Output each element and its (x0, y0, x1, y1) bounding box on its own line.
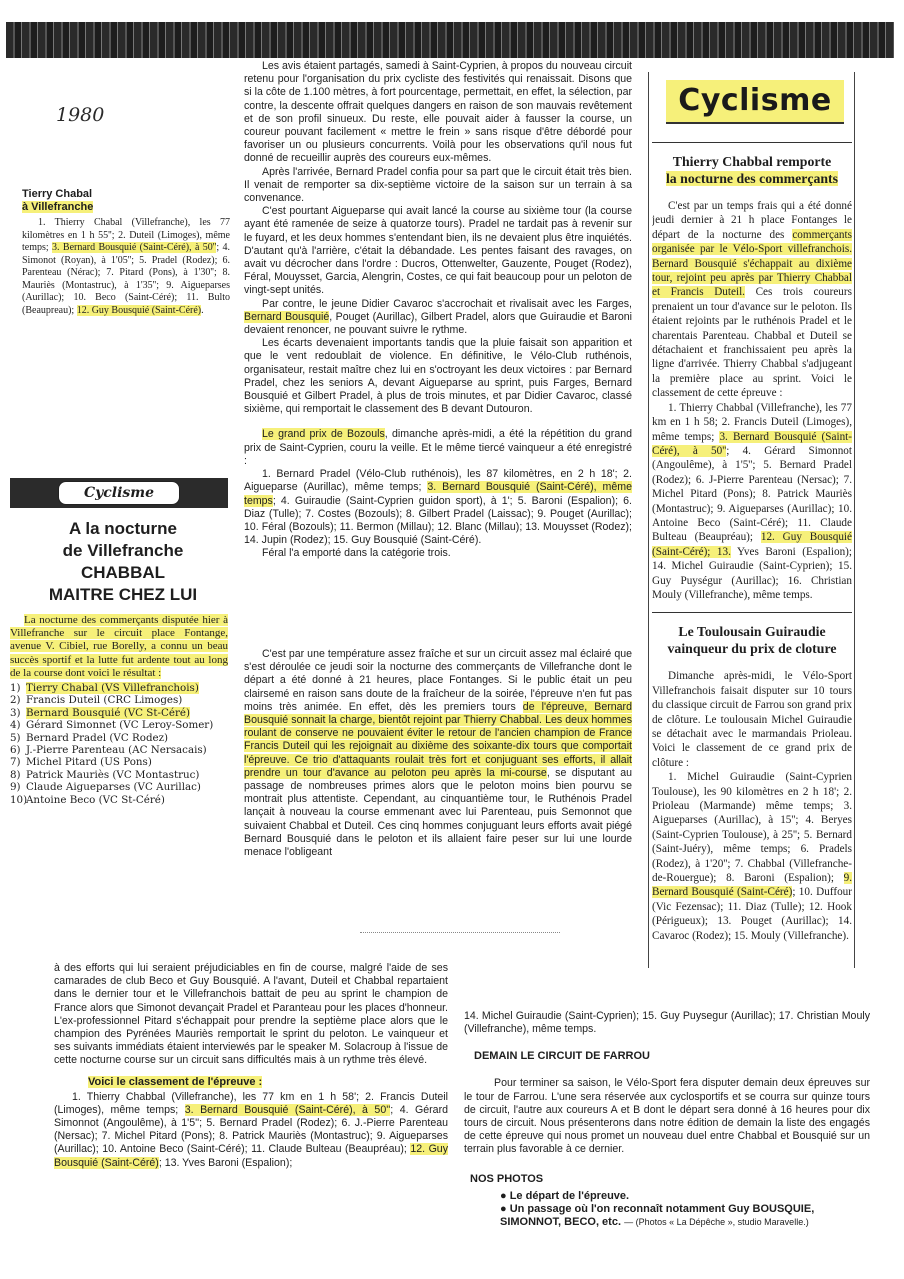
photo-credit: — (Photos « La Dépêche », studio Maravelle.) (624, 1216, 809, 1227)
paragraph: Pour terminer sa saison, le Vélo-Sport fera disputer demain deux épreuves sur le tour de Farrou. L'une sera réservée aux cyclosportifs et se courra sur quinze tours de circuit, l'autre aux coureurs A et B dont le départ sera donné à 16 heures pour dix tours de circuit. Nous présenterons dans notre édition de demain la liste des engagés de cette épreuve qui nous promet un nouveau duel entre Chabbal et Bousquié sur un terrain plus favorable à ce dernier. (464, 1077, 870, 1156)
photo-caption-1: ● Le départ de l'épreuve. (500, 1189, 630, 1202)
title-line-2: de Villefranche (62, 541, 184, 560)
photo-caption-2: ● Un passage où l'on reconnaît notamment Guy BOUSQUIE, SIMONNOT, BECO, etc. — (Photos « La Dépêche », studio Maravelle.) (500, 1202, 815, 1228)
divider (652, 612, 852, 613)
list-item: 4) Gérard Simonnet (VC Leroy-Somer) (10, 719, 214, 732)
class-title: Voici le classement de l'épreuve : (88, 1075, 263, 1088)
list-item: 5) Bernard Pradel (VC Rodez) (10, 731, 169, 744)
right-col-border-left (648, 72, 649, 968)
right-column (652, 74, 852, 966)
handwritten-year: 1980 (56, 104, 105, 126)
results-list (10, 682, 228, 806)
paragraph: Après l'arrivée, Bernard Pradel confia pour sa part que le circuit était très bien. Il venait de remporter sa dix-septième victoire de la saison sur un terrain à sa convenance. (244, 165, 632, 205)
bottom-left-article (54, 962, 448, 1262)
separator (360, 932, 560, 945)
right-headline-2: Le Toulousain Guiraudie vainqueur du prix de cloture (667, 624, 837, 657)
paragraph: 1. Michel Guiraudie (Saint-Cyprien Toulouse), les 90 kilomètres en 2 h 18'; 2. Prioleau (Marmande) même temps; 3. Aigueparses (Aurillac), à 15''; 4. Beryes (Saint-Cyprien Toulouse), à 25''; 5. Bernard (Saint-Juéry), même temps; 6. Pradels (Rodez), à 1'20''; 7. Chabbal (Villefranche-de-Rouergue); 8. Baroni (Espalion); 9. Bernard Bousquié (Saint-Céré); 10. Duffour (Vic Fezensac); 11. Diaz (Tulle); 12. Hook (Périgueux); 13. Pouget (Aurillac); 14. Cavaroc (Rodez); 15. Mouly (Villefranche). (652, 771, 852, 942)
paragraph: 1. Thierry Chabbal (Villefranche), les 77 km en 1 h 58; 2. Francis Duteil (Limoges), même temps; 3. Bernard Bousquié (Saint-Céré), à 50''; 4. Gérard Simonnot (Angoulême), à 1'5''; 5. Bernard Pradel (Rodez); 6. J-Pierre Parenteau (Nersac); 7. Michel Pitard (Pons); 8. Patrick Mauriès (Montastruc); 9. Aigueparses (Aurillac); 10. Antoine Beco (Saint-Céré); 11. Claude Bulteau (Beaupréau); 12. Guy Bousquié (Saint-Céré); 13. Yves Baroni (Espalion); 14. Michel Guiraudie (Saint-Cyprien); 15. Guy Puységur (Aurillac); 16. Christian Mouly (Villefranche), même temps. (652, 401, 852, 601)
paragraph: Dimanche après-midi, le Vélo-Sport Villefranchois faisait disputer sur 10 tours du classique circuit de Farrou son grand prix de clôture. Le toulousain Michel Guiraudie se détachait avec le marmandais Prioleau. Voici le classement de ce grand prix de clôture : (652, 670, 852, 769)
paragraph: C'est par un temps frais qui a été donné jeudi dernier à 21 h place Fontanges le départ de la nocturne des commerçants organisée par le Vélo-Sport villefranchois. Bernard Bousquié s'échappait au dixième tour, rejoint peu après par Thierry Chabbal et Francis Duteil. Ces trois coureurs prenaient un tour d'avance sur le peloton. Ils étaient rejoints par le ruthénois Pradel et le charentais Parenteau. Chabbal et Duteil se détachaient et franchissaient peu après la ligne d'arrivée. Thierry Chabbal s'adjugeant la première place au sprint. Voici le classement de cette épreuve : (652, 200, 852, 400)
list-item: 6) J.-Pierre Parenteau (AC Nersacais) (10, 744, 207, 757)
paragraph: 1. Thierry Chabbal (Villefranche), les 77 km en 1 h 58'; 2. Francis Duteil (Limoges), même temps; 3. Bernard Bousquié (Saint-Céré), à 50''; 4. Gérard Simonnot (Angoulême), à 1'5''; 5. Bernard Pradel (Rodez); 6. J.-Pierre Parenteau (Nersac); 7. Michel Pitard (Pons); 8. Patrick Mauriès (Montastruc); 9. Aigueparses (Aurillac); 10. Antoine Beco (Saint-Céré); 11. Claude Bulteau (Beaupréau); 12. Guy Bousquié (Saint-Céré); 13. Yves Baroni (Espalion); (54, 1090, 448, 1169)
right-headline-1: Thierry Chabbal remporte la nocturne des commerçants (665, 154, 839, 186)
center-top-article (244, 60, 632, 640)
list-item: 3) Bernard Bousquié (VC St-Céré) (10, 706, 190, 719)
header-texture (6, 22, 894, 58)
paragraph: C'est pourtant Aigueparse qui avait lancé la course au sixième tour (la course ayant été ramenée de seize à quatorze tours). Pradel ne tardait pas à revenir sur le fuyard, et les deux hommes s'entendant bien, ils ne devaient plus être inquiétés. D'autant qu'à l'arrière, c'était la débandade. Les pentes faisant des ravages, on avait vu décrocher dans l'ordre : Ducros, Ottenwelter, Gauzente, Pouget (Rodez), Féral, Mouysset, Garcia, Alengrin, Costes, ce qui fait beaucoup pour un peloton de vingt-sept unités. (244, 205, 632, 297)
title-line-4: MAITRE CHEZ LUI (48, 585, 198, 604)
cyclisme-badge: Cyclisme (58, 481, 180, 505)
paragraph: Le grand prix de Bozouls, dimanche après-midi, a été la répétition du grand prix de Saint-Cyprien, couru la veille. Et le même tiercé vainqueur a été enregistré : (244, 428, 632, 467)
paragraph: Féral l'a emporté dans la catégorie trois. (262, 547, 451, 560)
list-item: 10) Antoine Beco (VC St-Céré) (10, 793, 165, 806)
bullet-icon: ● (500, 1202, 510, 1215)
brief-results: 1. Thierry Chabal (Villefranche), les 77 kilomètres en 1 h 55''; 2. Duteil (Limoges), même temps; 3. Bernard Bousquié (Saint-Céré), à 50''; 4. Simonot (Royan), à 1'05''; 5. Pradel (Rodez); 6. Parenteau (Nérac); 7. Pitard (Pons), à 1'30''; 8. Mauriès (Montastruc), à 1'35''; 9. Aigueparses (Aurillac); 10. Beco (Saint-Céré); 11. Bulto (Beaupreau); 12. Guy Bousquié (Saint-Céré). (22, 217, 230, 316)
badge-frame (10, 478, 228, 508)
paragraph: Les avis étaient partagés, samedi à Saint-Cyprien, à propos du nouveau circuit retenu pour l'organisation du prix cycliste des festivités qui renaissait. Disons que si la côte de 1.100 mètres, à fort pourcentage, permettait, en effet, la sélection, par contre, la descente offrait quelques dangers en raison de son mauvais revêtement et de son profil sinueux. Du reste, elle pouvait aider à fausser la course, un coureur pouvant facilement « mettre le frein » sans risque d'être débordé pour favoriser un ou plusieurs concurrents. Voilà pour les observations qu'il nous fut donné de recueillir auprès des coureurs eux-mêmes. (244, 60, 632, 165)
section-heading: DEMAIN LE CIRCUIT DE FARROU (474, 1050, 650, 1063)
title-line-3: CHABBAL (80, 563, 166, 582)
paragraph: à des efforts qui lui seraient préjudiciables en fin de course, malgré l'aide de ses camarades de club Beco et Guy Bousquié. A l'avant, Duteil et Chabbal repartaient dans le dernier tour et le Villefranchois battait de peu au sprint le champion de France alors que Simonot devançait Pradel et Paranteau pour les places d'honneur. L'ex-professionnel Pitard s'échappait pour prendre la septième place alors que le champion des Pyrénées Mauriès remportait le sprint du peloton. Le vainqueur et ses suivants immédiats étaient interviewés par le speaker M. Solacroup à l'issue de cette nocturne course sur un circuit sans difficultés mais à un rythme très élevé. (54, 962, 448, 1067)
section-heading: NOS PHOTOS (470, 1172, 544, 1185)
left-article (10, 478, 236, 963)
list-item: 2) Francis Duteil (CRC Limoges) (10, 694, 183, 707)
list-item: 7) Michel Pitard (US Pons) (10, 756, 152, 769)
paragraph: C'est par une température assez fraîche et sur un circuit assez mal éclairé que s'est déroulée ce jeudi soir la nocturne des commerçants de Villefranche dont le départ a été donné à 21 heures, place Fontanges. Si le public était un peu clairsemé en raison sans doute de la fraîcheur de la soirée, l'épreuve n'en fut pas moins très animée. En effet, dès les premiers tours de l'épreuve, Bernard Bousquié sonnait la charge, bientôt rejoint par Thierry Chabbal. Les deux hommes roulant de conserve ne pouvaient éviter le retour de l'ancien champion de France Francis Duteil qui les rejoignait au dixième des soixante-dix tours que comportait l'épreuve. Ce trio d'attaquants roulait très fort et conjuguant ses efforts, il allait prendre un tour d'avance au peloton peu après la mi-course, se disputant au passage de nombreuses primes alors que le peloton moins bien pourvu se montrait plus attentiste. Cependant, au cinquantième tour, le Ruthénois Pradel lançait à nouveau la course emmenant avec lui Parenteau, puis Semonnot que suivaient Chabbal et Duteil. Ces cinq hommes conjuguant leurs efforts avait piégé Bernard Bousquié dans le peloton et ils allaient faire peser sur lui une lourde menace l'obligeant (244, 648, 632, 859)
article-intro: La nocturne des commerçants disputée hier à Villefranche sur le circuit place Fontange, avenue V. Cibiel, rue Borelly, a connu un beau succès sportif et la lutte fut ardente tout au long de la course dont voici le résultat : (10, 614, 228, 679)
bullet-icon: ● (500, 1189, 510, 1202)
divider (652, 142, 852, 143)
center-mid-article (244, 648, 632, 910)
paragraph: 1. Bernard Pradel (Vélo-Club ruthénois), les 87 kilomètres, en 2 h 18'; 2. Aigueparse (Aurillac), même temps; 3. Bernard Bousquié (Saint-Céré), même temps; 4. Guiraudie (Saint-Cyprien guidon sport), à 1'; 5. Baroni (Espalion); 6. Diaz (Tulle); 7. Costes (Bozouls); 8. Gilbert Pradel (Laissac); 9. Pouget (Aurillac); 10. Féral (Bozouls); 11. Bermon (Millau); 12. Blanc (Millau); 13. Mouysset (Rodez); 14. Jupin (Rodez); 15. Guy Bousquié (Saint-Céré). (244, 468, 632, 547)
brief-title-1: Tierry Chabal (22, 188, 93, 200)
right-col-border-right (854, 72, 855, 968)
title-line-1: A la nocturne (69, 519, 177, 538)
list-item: 8) Patrick Mauriès (VC Montastruc) (10, 768, 200, 781)
paragraph: Par contre, le jeune Didier Cavaroc s'accrochait et rivalisait avec les Farges, Bernard Bousquié, Pouget (Aurillac), Gilbert Pradel, alors que Guiraudie et Baroni devaient renoncer, ne pouvant suivre le rythme. (244, 297, 632, 337)
list-item: 9) Claude Aigueparses (VC Aurillac) (10, 781, 201, 794)
article-title (10, 518, 236, 606)
paragraph: Les écarts devenaient importants tandis que la pluie faisait son apparition et que le vent redoublait de violence. En définitive, le Vélo-Club ruthénois, organisateur, restait maître chez lui en s'octroyant les deux victoires : par Bernard Pradel, chez les seniors A, devant Aigueparse au sprint, puis Farges, Bernard Bousquié et Gilbert Pradel, à plus de trois minutes, et par Didier Cavaroc, classé sixième, qui remportait le classement des B devant Dutouron. (244, 337, 632, 416)
left-brief (22, 188, 230, 416)
cyclisme-logo: Cyclisme (666, 80, 844, 124)
paragraph: 14. Michel Guiraudie (Saint-Cyprien); 15. Guy Puysegur (Aurillac); 17. Christian Mouly (Villefranche), même temps. (464, 1010, 870, 1036)
page-header-band (0, 0, 904, 58)
bottom-right-article (464, 1010, 870, 1272)
brief-title-2: à Villefranche (22, 201, 94, 213)
list-item: 1) Tierry Chabal (VS Villefranchois) (10, 682, 199, 695)
